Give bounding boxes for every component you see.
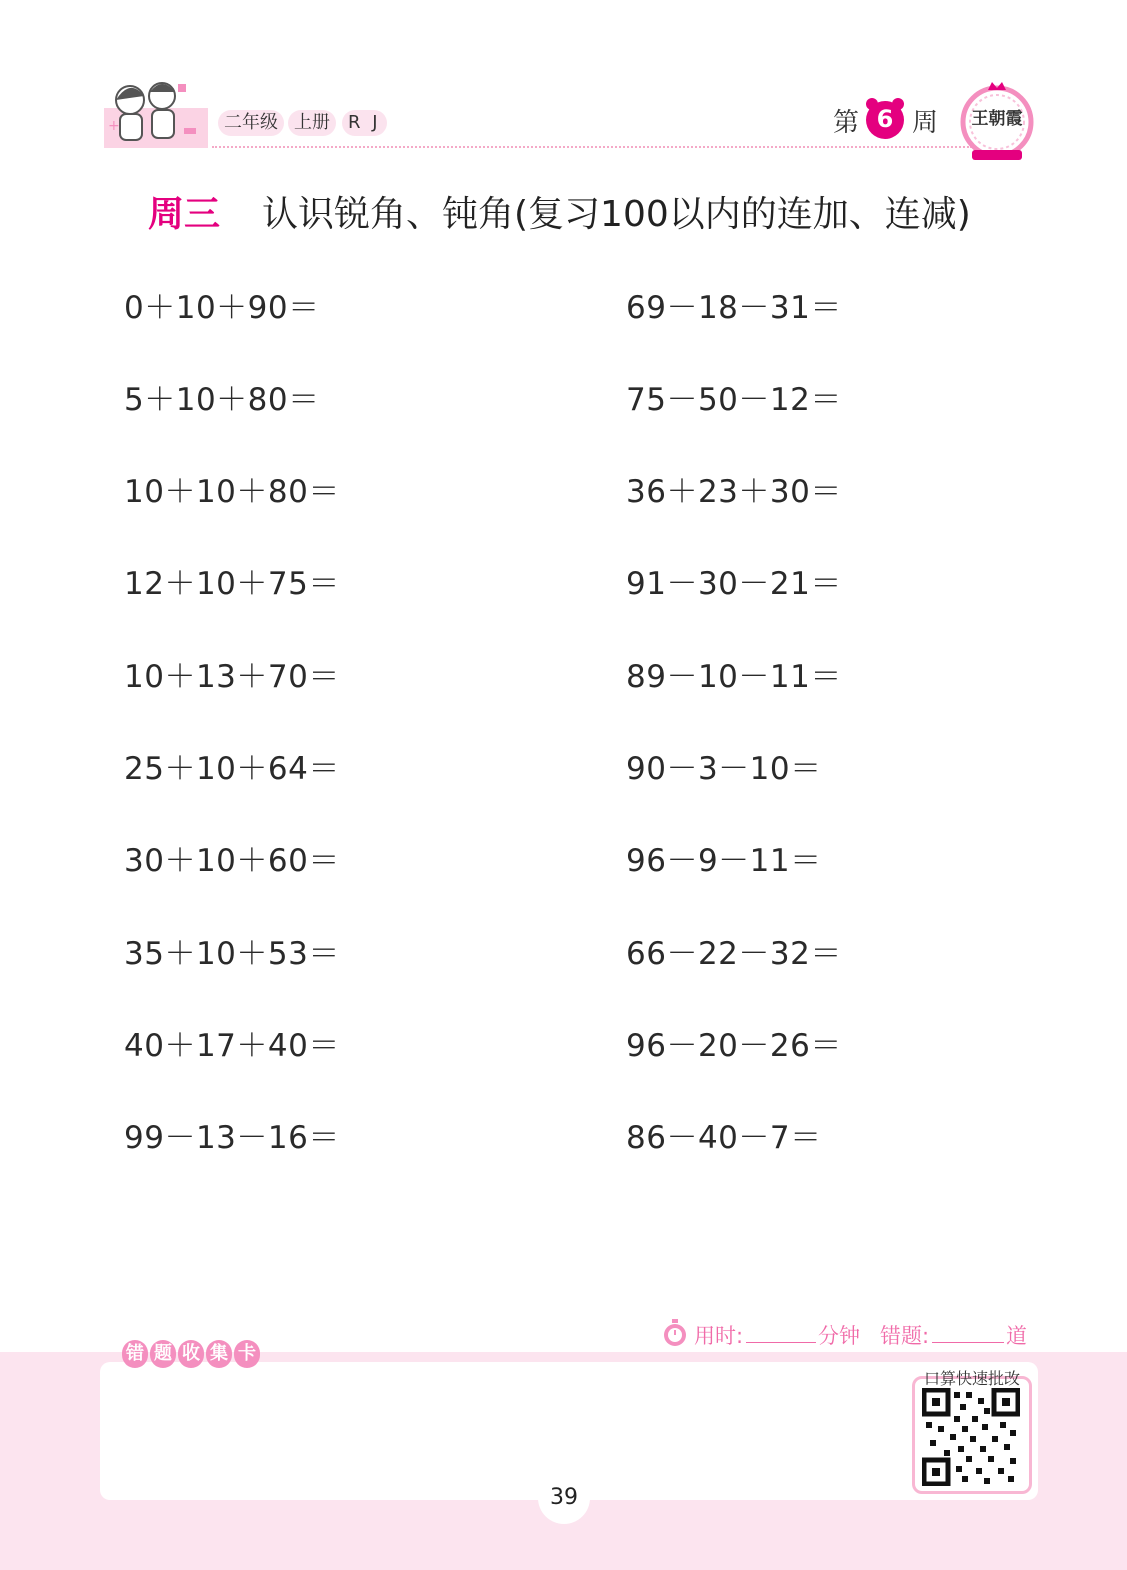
problem-right-1: 69－18－31＝ [626,290,842,326]
time-unit: 分钟 [818,1324,860,1348]
problem-right-8: 66－22－32＝ [626,936,842,972]
week-suffix: 周 [912,108,939,138]
header-divider [212,146,972,148]
kids-illustration-icon [104,70,208,156]
problem-left-10: 99－13－16＝ [124,1120,340,1156]
card-label-char: 错 [122,1340,148,1368]
problem-left-3: 10＋10＋80＝ [124,474,340,510]
week-prefix: 第 [833,108,860,138]
problem-right-10: 86－40－7＝ [626,1120,822,1156]
problem-right-3: 36＋23＋30＝ [626,474,842,510]
card-label-char: 卡 [234,1340,260,1368]
week-badge [862,96,908,142]
week-number: 6 [876,105,894,133]
mistake-card-label [122,1340,262,1372]
card-label-char: 题 [150,1340,176,1368]
problem-left-9: 40＋17＋40＝ [124,1028,340,1064]
problem-left-5: 10＋13＋70＝ [124,659,340,695]
qr-code-icon[interactable] [922,1388,1020,1486]
problem-left-2: 5＋10＋80＝ [124,382,320,418]
time-label: 用时: [694,1324,744,1348]
svg-text:+: + [108,118,120,134]
page-number: 39 [550,1485,578,1510]
problem-left-4: 12＋10＋75＝ [124,566,340,602]
grade-tag: 二年级 [218,110,284,136]
card-label-char: 收 [178,1340,204,1368]
problem-left-8: 35＋10＋53＝ [124,936,340,972]
problem-right-6: 90－3－10＝ [626,751,822,787]
error-label: 错题: [880,1324,930,1348]
problem-right-5: 89－10－11＝ [626,659,842,695]
problem-right-4: 91－30－21＝ [626,566,842,602]
problem-left-7: 30＋10＋60＝ [124,843,340,879]
brand-name: 王朝霞 [971,109,1023,129]
error-blank[interactable] [932,1342,1004,1343]
card-label-char: 集 [206,1340,232,1368]
page-number-badge [538,1472,590,1524]
qr-caption: 口算快速批改 [924,1369,1021,1388]
volume-tag: 上册 [288,110,336,136]
problem-right-9: 96－20－26＝ [626,1028,842,1064]
problem-left-6: 25＋10＋64＝ [124,751,340,787]
problem-right-2: 75－50－12＝ [626,382,842,418]
page-title: 认识锐角、钝角(复习100以内的连加、连减) [262,194,971,235]
stopwatch-icon [660,1318,690,1348]
brand-logo [958,80,1036,162]
problem-right-7: 96－9－11＝ [626,843,822,879]
error-unit: 道 [1006,1324,1027,1348]
day-label: 周三 [148,194,221,235]
time-blank[interactable] [746,1342,816,1343]
problem-left-1: 0＋10＋90＝ [124,290,320,326]
edition-tag: R J [342,110,387,136]
